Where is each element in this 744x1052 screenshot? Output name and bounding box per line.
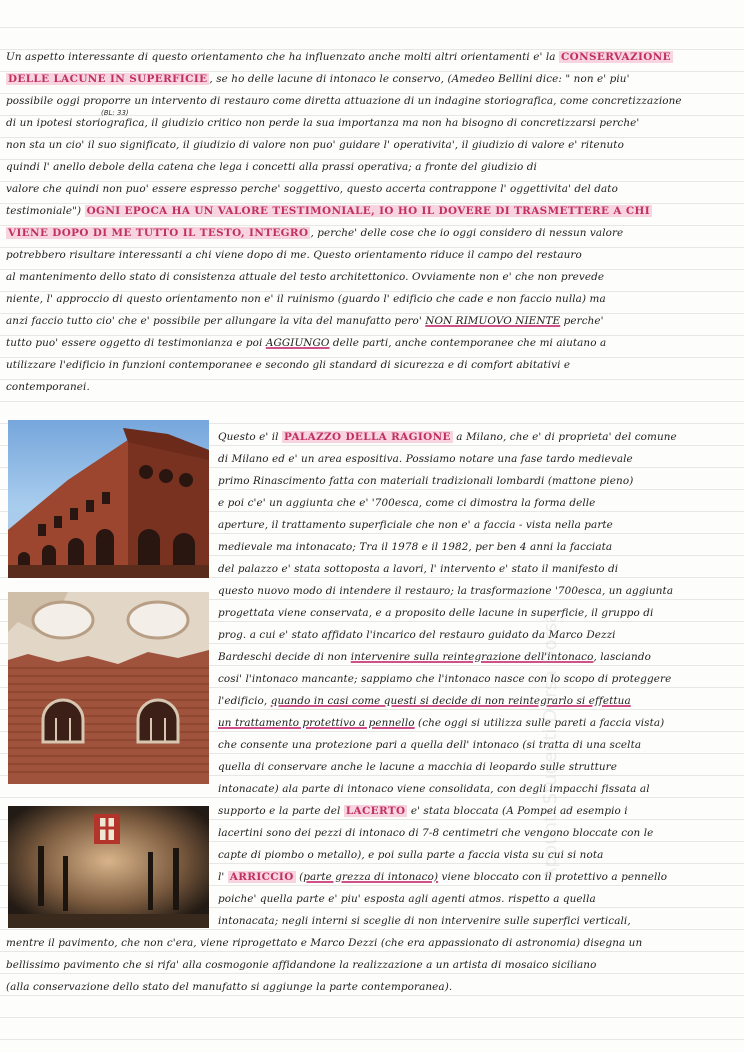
text-line xyxy=(0,954,744,976)
text-line xyxy=(214,602,744,624)
text-line xyxy=(214,844,744,866)
text-line xyxy=(214,690,744,712)
underlined-phrase: intervenire sulla reintegrazione dell'intonaco xyxy=(350,651,594,663)
text-segment: capte di piombo o metallo), e poi sulla parte a faccia vista su cui si nota xyxy=(218,849,604,861)
text-line xyxy=(0,134,744,156)
text-segment: viene bloccato con il protettivo a pennello xyxy=(438,871,668,883)
text-line xyxy=(214,910,744,932)
text-line xyxy=(0,288,744,310)
text-line xyxy=(214,866,744,888)
text-segment: delle parti, anche contemporanee che mi aiutano a xyxy=(329,337,607,349)
text-line xyxy=(0,200,744,222)
text-line xyxy=(0,354,744,376)
underlined-phrase: un trattamento protettivo a pennello xyxy=(218,717,415,729)
text-line xyxy=(214,778,744,800)
highlighted-phrase: CONSERVAZIONE xyxy=(560,51,671,63)
text-line xyxy=(214,668,744,690)
text-line xyxy=(0,178,744,200)
highlighted-phrase: DELLE LACUNE IN SUPERFICIE xyxy=(8,73,208,85)
text-segment: di Milano ed e' un area espositiva. Possiamo notare una fase tardo medievale xyxy=(218,453,633,465)
text-segment: l'edificio, xyxy=(218,695,271,707)
text-segment: intonacata; negli interni si sceglie di non intervenire sulle superfici verticali, xyxy=(218,915,631,927)
text-segment: , perche' delle cose che io oggi considero di nessun valore xyxy=(310,227,624,239)
underlined-phrase: AGGIUNGO xyxy=(265,337,330,349)
text-line xyxy=(214,624,744,646)
text-segment: possibile oggi proporre un intervento di restauro come diretta attuazione di un indagine storiografica, come concretizzazione xyxy=(6,95,682,107)
text-segment: e' stata bloccata (A Pompei ad esempio i xyxy=(407,805,628,817)
text-segment: prog. a cui e' stato affidato l'incarico del restauro guidato da Marco Dezzi xyxy=(218,629,616,641)
text-segment: l' xyxy=(218,871,228,883)
text-segment: valore che quindi non puo' essere espresso perche' soggettivo, questo accerta contrappone l' oggettivita' del dato xyxy=(6,183,618,195)
highlighted-phrase: VIENE DOPO DI ME TUTTO IL TESTO, INTEGRO xyxy=(8,227,309,239)
highlighted-phrase: OGNI EPOCA HA UN VALORE TESTIMONIALE, IO HO IL DOVERE DI TRASMETTERE A CHI xyxy=(86,205,651,217)
text-line xyxy=(214,558,744,580)
text-line xyxy=(214,470,744,492)
text-line xyxy=(0,266,744,288)
text-segment: (alla conservazione dello stato del manufatto si aggiunge la parte contemporanea). xyxy=(6,981,453,993)
text-line xyxy=(214,580,744,602)
text-line xyxy=(0,310,744,332)
text-line xyxy=(214,888,744,910)
text-segment: (che oggi si utilizza sulle pareti a faccia vista) xyxy=(414,717,665,729)
text-segment: anzi faccio tutto cio' che e' possibile per allungare la vita del manufatto pero' xyxy=(6,315,426,327)
text-segment: del palazzo e' stata sottoposta a lavori, l' intervento e' stato il manifesto di xyxy=(218,563,619,575)
underlined-phrase: NON RIMUOVO NIENTE xyxy=(425,315,561,327)
text-segment: aperture, il trattamento superficiale che non e' a faccia - vista nella parte xyxy=(218,519,613,531)
text-segment: Questo e' il xyxy=(218,431,282,443)
text-segment: lacertini sono dei pezzi di intonaco di 7-8 centimetri che vengono bloccate con le xyxy=(218,827,654,839)
text-line xyxy=(0,376,744,398)
text-segment: utilizzare l'edificio in funzioni contemporanee e secondo gli standard di sicurezza e di comfort abitativi e xyxy=(6,359,571,371)
text-line xyxy=(214,646,744,668)
text-segment: Bardeschi decide di non xyxy=(218,651,351,663)
text-line xyxy=(214,734,744,756)
text-line xyxy=(0,68,744,90)
underlined-phrase: quando in casi come questi si decide di non reintegrarlo si effettua xyxy=(270,695,631,707)
photo-wall-lacune xyxy=(8,592,209,784)
text-line xyxy=(0,244,744,266)
text-line xyxy=(214,448,744,470)
text-segment: mentre il pavimento, che non c'era, viene riprogettato e Marco Dezzi (che era appassionato di astronomia) disegna un xyxy=(6,937,643,949)
underlined-phrase: (parte grezza di intonaco) xyxy=(299,871,439,883)
highlighted-phrase: ARRICCIO xyxy=(229,871,294,883)
margin-annotation: (BL: 33) xyxy=(101,109,129,117)
text-line xyxy=(214,800,744,822)
text-line xyxy=(214,514,744,536)
text-segment: intonacate) ala parte di intonaco viene consolidata, con degli impacchi fissata al xyxy=(218,783,650,795)
text-line xyxy=(214,536,744,558)
text-line xyxy=(214,492,744,514)
text-segment: poiche' quella parte e' piu' esposta agli agenti atmos. rispetto a quella xyxy=(218,893,596,905)
watermark: Appunti Studenti Dorsa Dorsa xyxy=(540,611,561,880)
text-line xyxy=(0,332,744,354)
text-line xyxy=(214,756,744,778)
text-segment: che consente una protezione pari a quella dell' intonaco (si tratta di una scelta xyxy=(218,739,642,751)
text-segment: progettata viene conservata, e a proposito delle lacune in superficie, il gruppo di xyxy=(218,607,654,619)
highlighted-phrase: PALAZZO DELLA RAGIONE xyxy=(283,431,451,443)
text-segment: perche' xyxy=(560,315,604,327)
text-segment: non sta un cio' il suo significato, il giudizio di valore non puo' guidare l' operativita', il giudizio di valore e' ritenuto xyxy=(6,139,624,151)
text-line xyxy=(214,822,744,844)
text-line xyxy=(0,932,744,954)
text-segment: primo Rinascimento fatta con materiali tradizionali lombardi (mattone pieno) xyxy=(218,475,634,487)
text-segment: potrebbero risultare interessanti a chi viene dopo di me. Questo orientamento riduce il campo del restauro xyxy=(6,249,582,261)
text-line xyxy=(0,976,744,998)
text-segment: e poi c'e' un aggiunta che e' '700esca, come ci dimostra la forma delle xyxy=(218,497,596,509)
text-segment: quindi l' anello debole della catena che lega i concetti alla prassi operativa; a fronte del giudizio di xyxy=(6,161,537,173)
text-line xyxy=(0,156,744,178)
text-segment: Un aspetto interessante di questo orientamento che ha influenzato anche molti altri orientamenti e' la xyxy=(6,51,559,63)
text-segment: al mantenimento dello stato di consistenza attuale del testo architettonico. Ovviamente non e' che non prevede xyxy=(6,271,605,283)
text-segment: di un ipotesi storiografica, il giudizio critico non perde la sua importanza ma non ha bisogno di concretizzarsi perche' xyxy=(6,117,640,129)
photo-interior-fresco xyxy=(8,806,209,928)
text-segment: tutto puo' essere oggetto di testimonianza e poi xyxy=(6,337,266,349)
text-segment: niente, l' approccio di questo orientamento non e' il ruinismo (guardo l' edificio che cade e non faccio nulla) ma xyxy=(6,293,606,305)
highlighted-phrase: LACERTO xyxy=(345,805,406,817)
text-segment: , se ho delle lacune di intonaco le conservo, (Amedeo Bellini dice: " non e' piu' xyxy=(209,73,630,85)
text-segment: medievale ma intonacato; Tra il 1978 e il 1982, per ben 4 anni la facciata xyxy=(218,541,613,553)
text-segment: quella di conservare anche le lacune a macchia di leopardo sulle strutture xyxy=(218,761,617,773)
text-segment: cosi' l'intonaco mancante; sappiamo che l'intonaco nasce con lo scopo di proteggere xyxy=(218,673,672,685)
text-segment: testimoniale") xyxy=(6,205,85,217)
text-line xyxy=(214,712,744,734)
text-segment: supporto e la parte del xyxy=(218,805,344,817)
text-segment: bellissimo pavimento che si rifa' alla cosmogonie affidandone la realizzazione a un artista di mosaico siciliano xyxy=(6,959,597,971)
text-line xyxy=(0,222,744,244)
text-line xyxy=(0,46,744,68)
text-segment: a Milano, che e' di proprieta' del comune xyxy=(452,431,677,443)
text-segment: , lasciando xyxy=(593,651,651,663)
text-line xyxy=(214,426,744,448)
photo-palazzo-facade xyxy=(8,420,209,578)
text-segment: questo nuovo modo di intendere il restauro; la trasformazione '700esca, un aggiunta xyxy=(218,585,674,597)
text-segment: contemporanei. xyxy=(6,381,90,393)
